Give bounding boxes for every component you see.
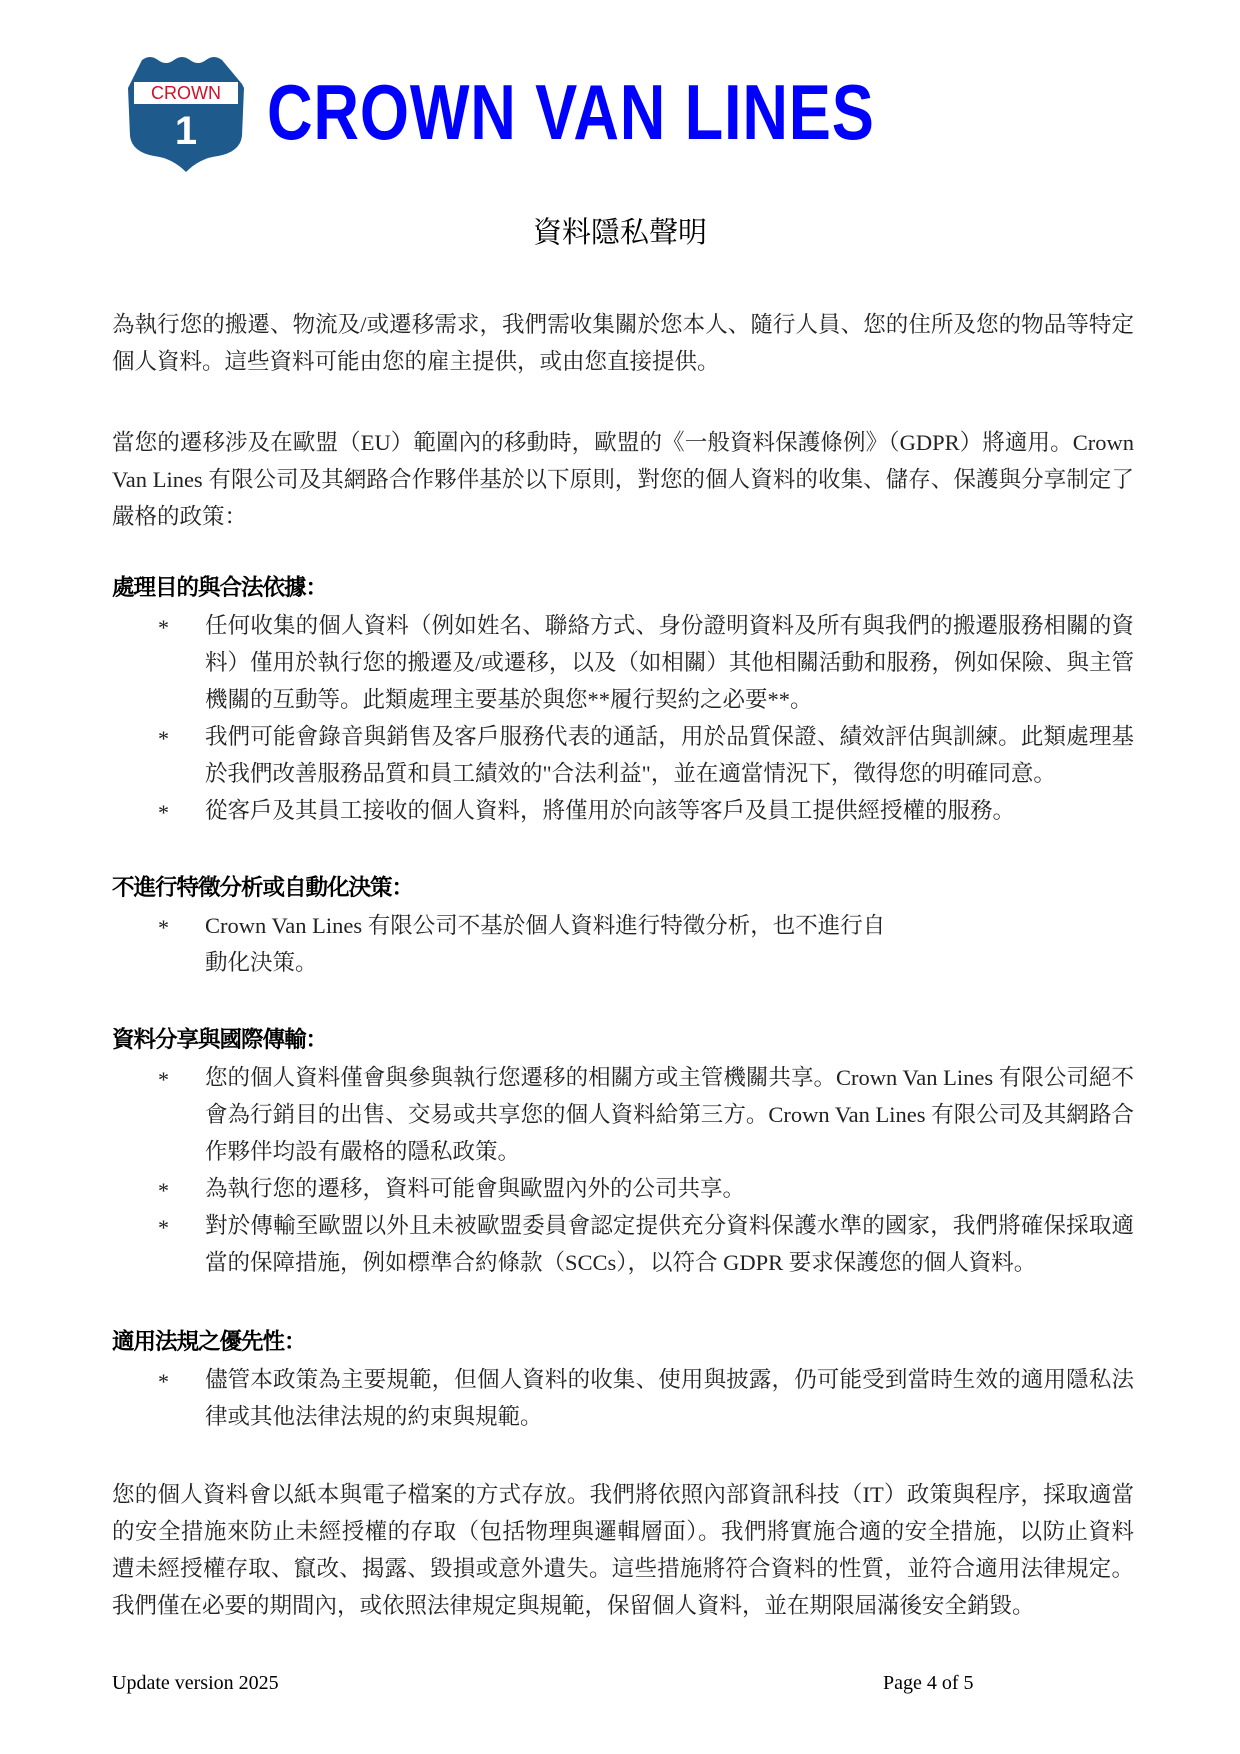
list-item-text: Crown Van Lines 有限公司不基於個人資料進行特徵分析，也不進行自動化決策。 xyxy=(205,913,886,975)
bullet-asterisk: * xyxy=(158,800,169,825)
paragraph-text: 您的個人資料會以紙本與電子檔案的方式存放。我們將依照內部資訊科技（IT）政策與程序，採取適當的安全措施來防止未經授權的存取（包括物理與邏輯層面）。我們將實施合適的安全措施，以防止資料遭未經授權存取、竄改、揭露、毀損或意外遺失。這些措施將符合資料的性質，並符合適用法律規定。我們僅在必要的期間內，或依照法律規定與規範，保留個人資料，並在期限屆滿後安全銷毀。 xyxy=(112,1482,1134,1618)
list-item-text: 您的個人資料僅會與參與執行您遷移的相關方或主管機關共享。Crown Van Lines 有限公司絕不會為行銷目的出售、交易或共享您的個人資料給第三方。Crown Van Lines 有限公司及其網路合作夥伴均設有嚴格的隱私政策。 xyxy=(205,1065,1134,1164)
closing-paragraph xyxy=(112,1476,1134,1624)
paragraph-text: 當您的遷移涉及在歐盟（EU）範圍內的移動時，歐盟的《一般資料保護條例》（GDPR）將適用。Crown Van Lines 有限公司及其網路合作夥伴基於以下原則，對您的個人資料的收集、儲存、保護與分享制定了嚴格的政策： xyxy=(112,430,1134,529)
bullet-asterisk: * xyxy=(158,1215,169,1240)
list-item-text: 任何收集的個人資料（例如姓名、聯絡方式、身份證明資料及所有與我們的搬遷服務相關的資料）僅用於執行您的搬遷及/或遷移，以及（如相關）其他相關活動和服務，例如保險、與主管機關的互動等。此類處理主要基於與您**履行契約之必要**。 xyxy=(205,613,1134,712)
list-item xyxy=(112,607,1134,718)
bullet-asterisk: * xyxy=(158,726,169,751)
list-item xyxy=(112,1170,1134,1207)
section-heading-purpose: 處理目的與合法依據： xyxy=(112,575,328,601)
section-list-profiling xyxy=(112,907,892,981)
badge-number: 1 xyxy=(174,109,198,153)
list-item xyxy=(112,1361,1134,1435)
bullet-asterisk: * xyxy=(158,615,169,640)
bullet-asterisk: * xyxy=(158,1178,169,1203)
section-list-applicable-law xyxy=(112,1361,1134,1435)
list-item xyxy=(112,1059,1134,1170)
list-item xyxy=(112,718,1134,792)
section-list-purpose xyxy=(112,607,1134,829)
bullet-asterisk: * xyxy=(158,1067,169,1092)
brand-name: CROWN VAN LINES xyxy=(267,68,875,156)
page-title: 資料隱私聲明 xyxy=(532,215,707,249)
list-item-text: 儘管本政策為主要規範，但個人資料的收集、使用與披露，仍可能受到當時生效的適用隱私法律或其他法律法規的約束與規範。 xyxy=(205,1367,1134,1429)
section-list-sharing xyxy=(112,1059,1134,1281)
section-heading-sharing: 資料分享與國際傳輸： xyxy=(112,1027,328,1053)
footer-version: Update version 2025 xyxy=(112,1672,279,1694)
bullet-asterisk: * xyxy=(158,915,169,940)
footer-page-number: Page 4 of 5 xyxy=(883,1672,974,1694)
badge-text: CROWN xyxy=(151,83,221,103)
intro-paragraph-1 xyxy=(112,306,1134,380)
list-item-text: 為執行您的遷移，資料可能會與歐盟內外的公司共享。 xyxy=(205,1176,746,1201)
list-item-text: 對於傳輸至歐盟以外且未被歐盟委員會認定提供充分資料保護水準的國家，我們將確保採取適當的保障措施，例如標準合約條款（SCCs），以符合 GDPR 要求保護您的個人資料。 xyxy=(205,1213,1134,1275)
bullet-asterisk: * xyxy=(158,1369,169,1394)
list-item xyxy=(112,1207,1134,1281)
paragraph-text: 為執行您的搬遷、物流及/或遷移需求，我們需收集關於您本人、隨行人員、您的住所及您的物品等特定個人資料。這些資料可能由您的雇主提供，或由您直接提供。 xyxy=(112,312,1134,374)
intro-paragraph-2 xyxy=(112,424,1134,535)
list-item-text: 我們可能會錄音與銷售及客戶服務代表的通話，用於品質保證、績效評估與訓練。此類處理基於我們改善服務品質和員工績效的"合法利益"，並在適當情況下，徵得您的明確同意。 xyxy=(205,724,1134,786)
section-heading-applicable-law: 適用法規之優先性： xyxy=(112,1329,306,1355)
crown-shield-logo xyxy=(120,54,252,174)
list-item xyxy=(112,907,892,981)
section-heading-profiling: 不進行特徵分析或自動化決策： xyxy=(112,875,414,901)
list-item xyxy=(112,792,1134,829)
list-item-text: 從客戶及其員工接收的個人資料，將僅用於向該等客戶及員工提供經授權的服務。 xyxy=(205,798,1016,823)
